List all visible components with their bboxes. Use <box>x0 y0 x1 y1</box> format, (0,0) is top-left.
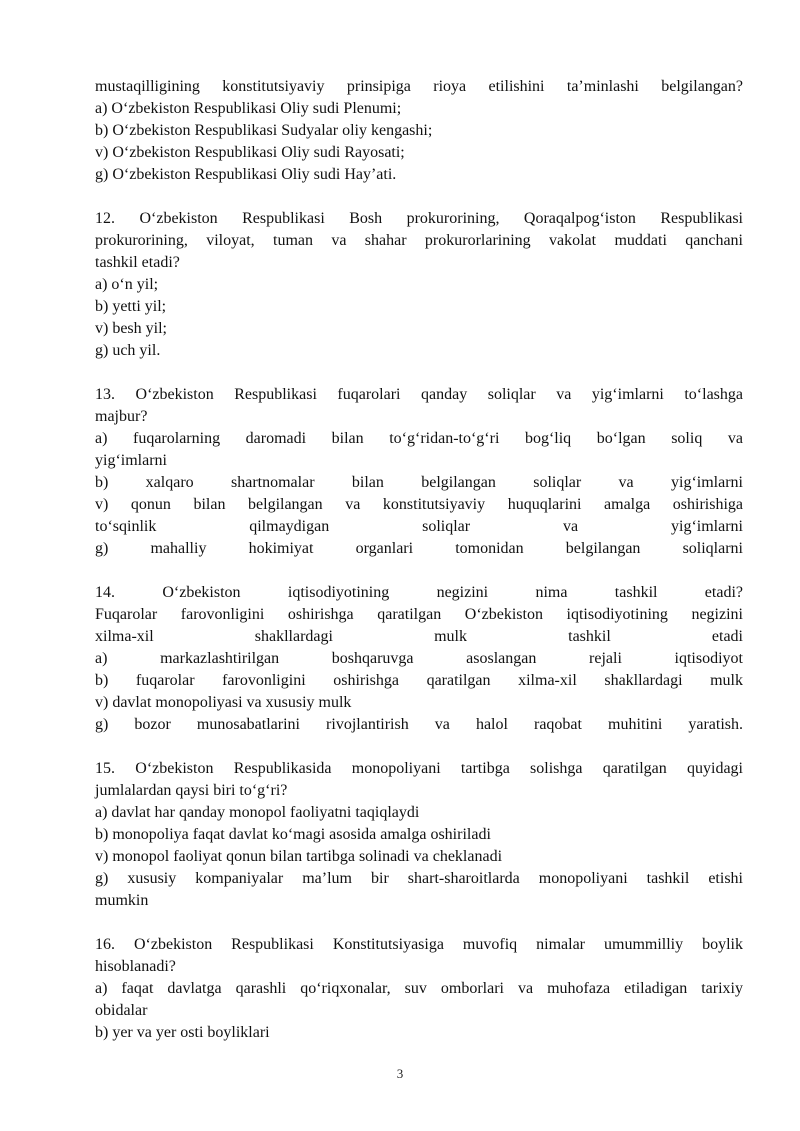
answer-option-b: b) yetti yil; <box>95 298 167 315</box>
answer-option-v: v) monopol faoliyat qonun bilan tartibga solinadi va cheklanadi <box>95 848 503 865</box>
answer-option-v: v) besh yil; <box>95 320 167 337</box>
answer-option-b: b) xalqaro shartnomalar bilan belgilangan soliqlar va yig‘imlarni <box>95 474 743 491</box>
answer-option-a: a) davlat har qanday monopol faoliyatni taqiqlaydi <box>95 804 420 821</box>
answer-option-a: a) O‘zbekiston Respublikasi Oliy sudi Plenumi; <box>95 100 402 117</box>
question-16 <box>95 934 743 1044</box>
answer-option-v: v) O‘zbekiston Respublikasi Oliy sudi Rayosati; <box>95 144 405 161</box>
answer-option-g-cont: mumkin <box>95 892 149 909</box>
question-12 <box>95 208 743 362</box>
question-text-line: xilma-xil shakllardagi mulk tashkil etadi <box>95 628 743 645</box>
question-text-line: 16. O‘zbekiston Respublikasi Konstitutsiyasiga muvofiq nimalar umummilliy boylik <box>95 936 743 953</box>
answer-option-v: v) davlat monopoliyasi va xususiy mulk <box>95 694 352 711</box>
answer-option-v-cont: to‘sqinlik qilmaydigan soliqlar va yig‘imlarni <box>95 518 743 535</box>
question-text-line: Fuqarolar farovonligini oshirishga qaratilgan O‘zbekiston iqtisodiyotining negizini <box>95 606 743 623</box>
question-13 <box>95 384 743 560</box>
question-11-tail <box>95 76 743 186</box>
question-text-line: prokurorining, viloyat, tuman va shahar prokurorlarining vakolat muddati qanchani <box>95 232 743 249</box>
answer-option-a: a) fuqarolarning daromadi bilan to‘g‘ridan-to‘g‘ri bog‘liq bo‘lgan soliq va <box>95 430 743 447</box>
answer-option-a-cont: yig‘imlarni <box>95 452 167 469</box>
answer-option-g: g) uch yil. <box>95 342 161 359</box>
answer-option-b: b) O‘zbekiston Respublikasi Sudyalar oliy kengashi; <box>95 122 433 139</box>
question-text-line: tashkil etadi? <box>95 254 180 271</box>
question-14 <box>95 582 743 736</box>
question-text-line: 12. O‘zbekiston Respublikasi Bosh prokurorining, Qoraqalpog‘iston Respublikasi <box>95 210 743 227</box>
answer-option-g: g) mahalliy hokimiyat organlari tomonidan belgilangan soliqlarni <box>95 540 743 557</box>
answer-option-a: a) markazlashtirilgan boshqaruvga asoslangan rejali iqtisodiyot <box>95 650 743 667</box>
answer-option-b: b) yer va yer osti boyliklari <box>95 1024 270 1041</box>
question-15 <box>95 758 743 912</box>
answer-option-a: a) faqat davlatga qarashli qo‘riqxonalar, suv omborlari va muhofaza etiladigan tarixiy <box>95 980 743 997</box>
question-text-line: 14. O‘zbekiston iqtisodiyotining negizini nima tashkil etadi? <box>95 584 743 601</box>
answer-option-v: v) qonun bilan belgilangan va konstitutsiyaviy huquqlarini amalga oshirishiga <box>95 496 743 513</box>
answer-option-g: g) xususiy kompaniyalar ma’lum bir shart-sharoitlarda monopoliyani tashkil etishi <box>95 870 743 887</box>
question-text-line: majbur? <box>95 408 148 425</box>
question-text-line: hisoblanadi? <box>95 958 176 975</box>
answer-option-g: g) bozor munosabatlarini rivojlantirish va halol raqobat muhitini yaratish. <box>95 716 743 733</box>
document-page <box>95 76 743 1066</box>
question-text-line: 13. O‘zbekiston Respublikasi fuqarolari qanday soliqlar va yig‘imlarni to‘lashga <box>95 386 743 403</box>
page-number: 3 <box>396 1066 404 1081</box>
answer-option-g: g) O‘zbekiston Respublikasi Oliy sudi Hay’ati. <box>95 166 397 183</box>
answer-option-b: b) fuqarolar farovonligini oshirishga qaratilgan xilma-xil shakllardagi mulk <box>95 672 743 689</box>
answer-option-a-cont: obidalar <box>95 1002 148 1019</box>
answer-option-a: a) o‘n yil; <box>95 276 159 293</box>
question-text-line: 15. O‘zbekiston Respublikasida monopoliyani tartibga solishga qaratilgan quyidagi <box>95 760 743 777</box>
answer-option-b: b) monopoliya faqat davlat ko‘magi asosida amalga oshiriladi <box>95 826 491 843</box>
question-text-line: jumlalardan qaysi biri to‘g‘ri? <box>95 782 288 799</box>
question-text: mustaqilligining konstitutsiyaviy prinsipiga rioya etilishini ta’minlashi belgilangan? <box>95 78 743 95</box>
